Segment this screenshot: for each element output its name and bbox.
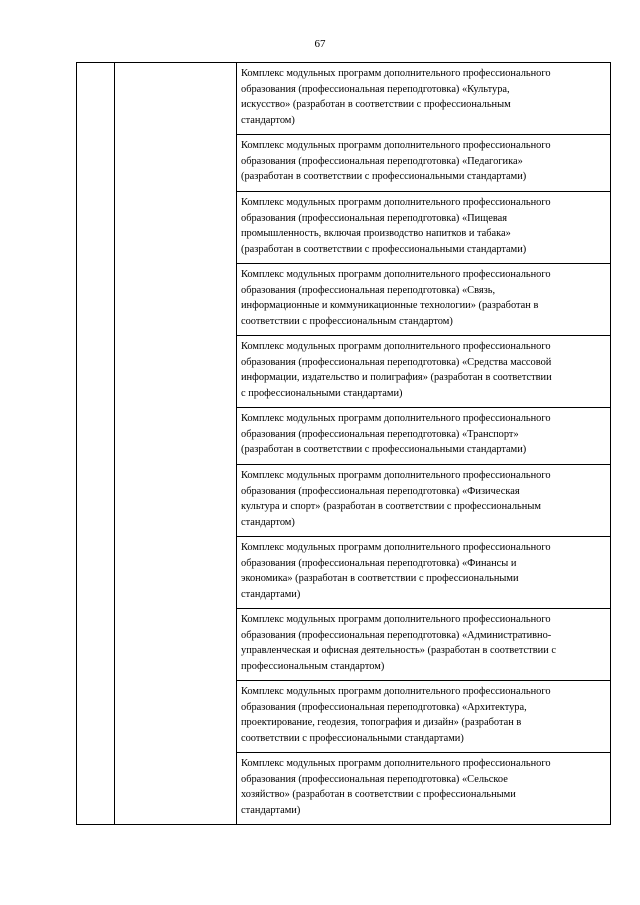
program-description-cell: [237, 192, 611, 264]
program-description: [237, 63, 610, 128]
program-description-line: Комплекс модульных программ дополнительного профессионального: [241, 140, 551, 151]
program-description-line: культура и спорт» (разработан в соответствии с профессиональным: [241, 501, 541, 513]
program-description-line: образования (профессиональная переподготовка) «Административно-: [241, 629, 552, 641]
program-description-cell: [237, 336, 611, 408]
program-description-line: (разработан в соответствии с профессиональными стандартами): [241, 171, 527, 183]
program-description-line: Комплекс модульных программ дополнительного профессионального: [241, 470, 551, 481]
program-description-line: образования (профессиональная переподготовка) «Средства массовой: [241, 356, 552, 368]
program-description-line: образования (профессиональная переподготовка) «Сельское: [241, 773, 508, 785]
program-description-line: Комплекс модульных программ дополнительного профессионального: [241, 758, 551, 769]
program-description-line: стандартами): [241, 588, 301, 600]
program-description-line: экономика» (разработан в соответствии с профессиональными: [241, 573, 519, 585]
program-description-cell: [237, 753, 611, 825]
program-description-line: образования (профессиональная переподготовка) «Связь,: [241, 284, 496, 296]
program-description: [237, 537, 610, 602]
table-row: [77, 63, 611, 135]
program-description-cell: [237, 609, 611, 681]
program-description-line: хозяйство» (разработан в соответствии с профессиональными: [241, 789, 516, 801]
program-description-line: стандартами): [241, 804, 301, 816]
program-description-line: проектирование, геодезия, топография и дизайн» (разработан в: [241, 717, 522, 729]
program-description-line: стандартом): [241, 516, 295, 528]
program-description-line: профессиональным стандартом): [241, 660, 385, 672]
program-description-line: Комплекс модульных программ дополнительного профессионального: [241, 686, 551, 697]
program-description-line: искусство» (разработан в соответствии с профессиональным: [241, 99, 511, 111]
number-column-cell: [77, 63, 115, 825]
program-description-line: Комплекс модульных программ дополнительного профессионального: [241, 614, 551, 625]
program-description-cell: [237, 135, 611, 192]
program-description-line: с профессиональными стандартами): [241, 387, 403, 399]
category-column-cell: [115, 63, 237, 825]
program-description-line: Комплекс модульных программ дополнительного профессионального: [241, 542, 551, 553]
programs-table: [76, 62, 611, 825]
program-description-line: (разработан в соответствии с профессиональными стандартами): [241, 444, 527, 456]
page-number: 67: [314, 38, 326, 50]
program-description-line: Комплекс модульных программ дополнительного профессионального: [241, 413, 551, 424]
program-description-line: образования (профессиональная переподготовка) «Финансы и: [241, 557, 517, 569]
program-description-line: информации, издательство и полиграфия» (разработан в соответствии: [241, 372, 552, 384]
programs-table-body: [77, 63, 611, 825]
program-description-line: образования (профессиональная переподготовка) «Физическая: [241, 485, 520, 497]
program-description-line: образования (профессиональная переподготовка) «Архитектура,: [241, 701, 527, 713]
program-description-line: образования (профессиональная переподготовка) «Транспорт»: [241, 428, 519, 440]
program-description-cell: [237, 681, 611, 753]
program-description-cell: [237, 465, 611, 537]
program-description-line: образования (профессиональная переподготовка) «Педагогика»: [241, 155, 523, 167]
program-description: [237, 264, 610, 329]
program-description-line: Комплекс модульных программ дополнительного профессионального: [241, 197, 551, 208]
program-description: [237, 609, 610, 674]
program-description: [237, 336, 610, 401]
program-description-line: промышленность, включая производство напитков и табака»: [241, 228, 511, 240]
program-description-cell: [237, 63, 611, 135]
program-description-line: стандартом): [241, 114, 295, 126]
program-description-line: управленческая и офисная деятельность» (разработан в соответствии с: [241, 645, 556, 657]
program-description-line: информационные и коммуникационные технологии» (разработан в: [241, 300, 539, 312]
program-description: [237, 135, 610, 185]
program-description-line: соответствии с профессиональными стандартами): [241, 732, 464, 744]
program-description: [237, 753, 610, 818]
program-description-cell: [237, 264, 611, 336]
program-description-line: (разработан в соответствии с профессиональными стандартами): [241, 243, 527, 255]
program-description-line: соответствии с профессиональным стандартом): [241, 315, 453, 327]
program-description-line: Комплекс модульных программ дополнительного профессионального: [241, 68, 551, 79]
program-description: [237, 465, 610, 530]
program-description-line: образования (профессиональная переподготовка) «Пищевая: [241, 212, 508, 224]
program-description-line: Комплекс модульных программ дополнительного профессионального: [241, 269, 551, 280]
program-description-cell: [237, 537, 611, 609]
program-description: [237, 681, 610, 746]
program-description: [237, 192, 610, 257]
program-description-line: образования (профессиональная переподготовка) «Культура,: [241, 83, 510, 95]
program-description-cell: [237, 408, 611, 465]
program-description-line: Комплекс модульных программ дополнительного профессионального: [241, 341, 551, 352]
program-description: [237, 408, 610, 458]
